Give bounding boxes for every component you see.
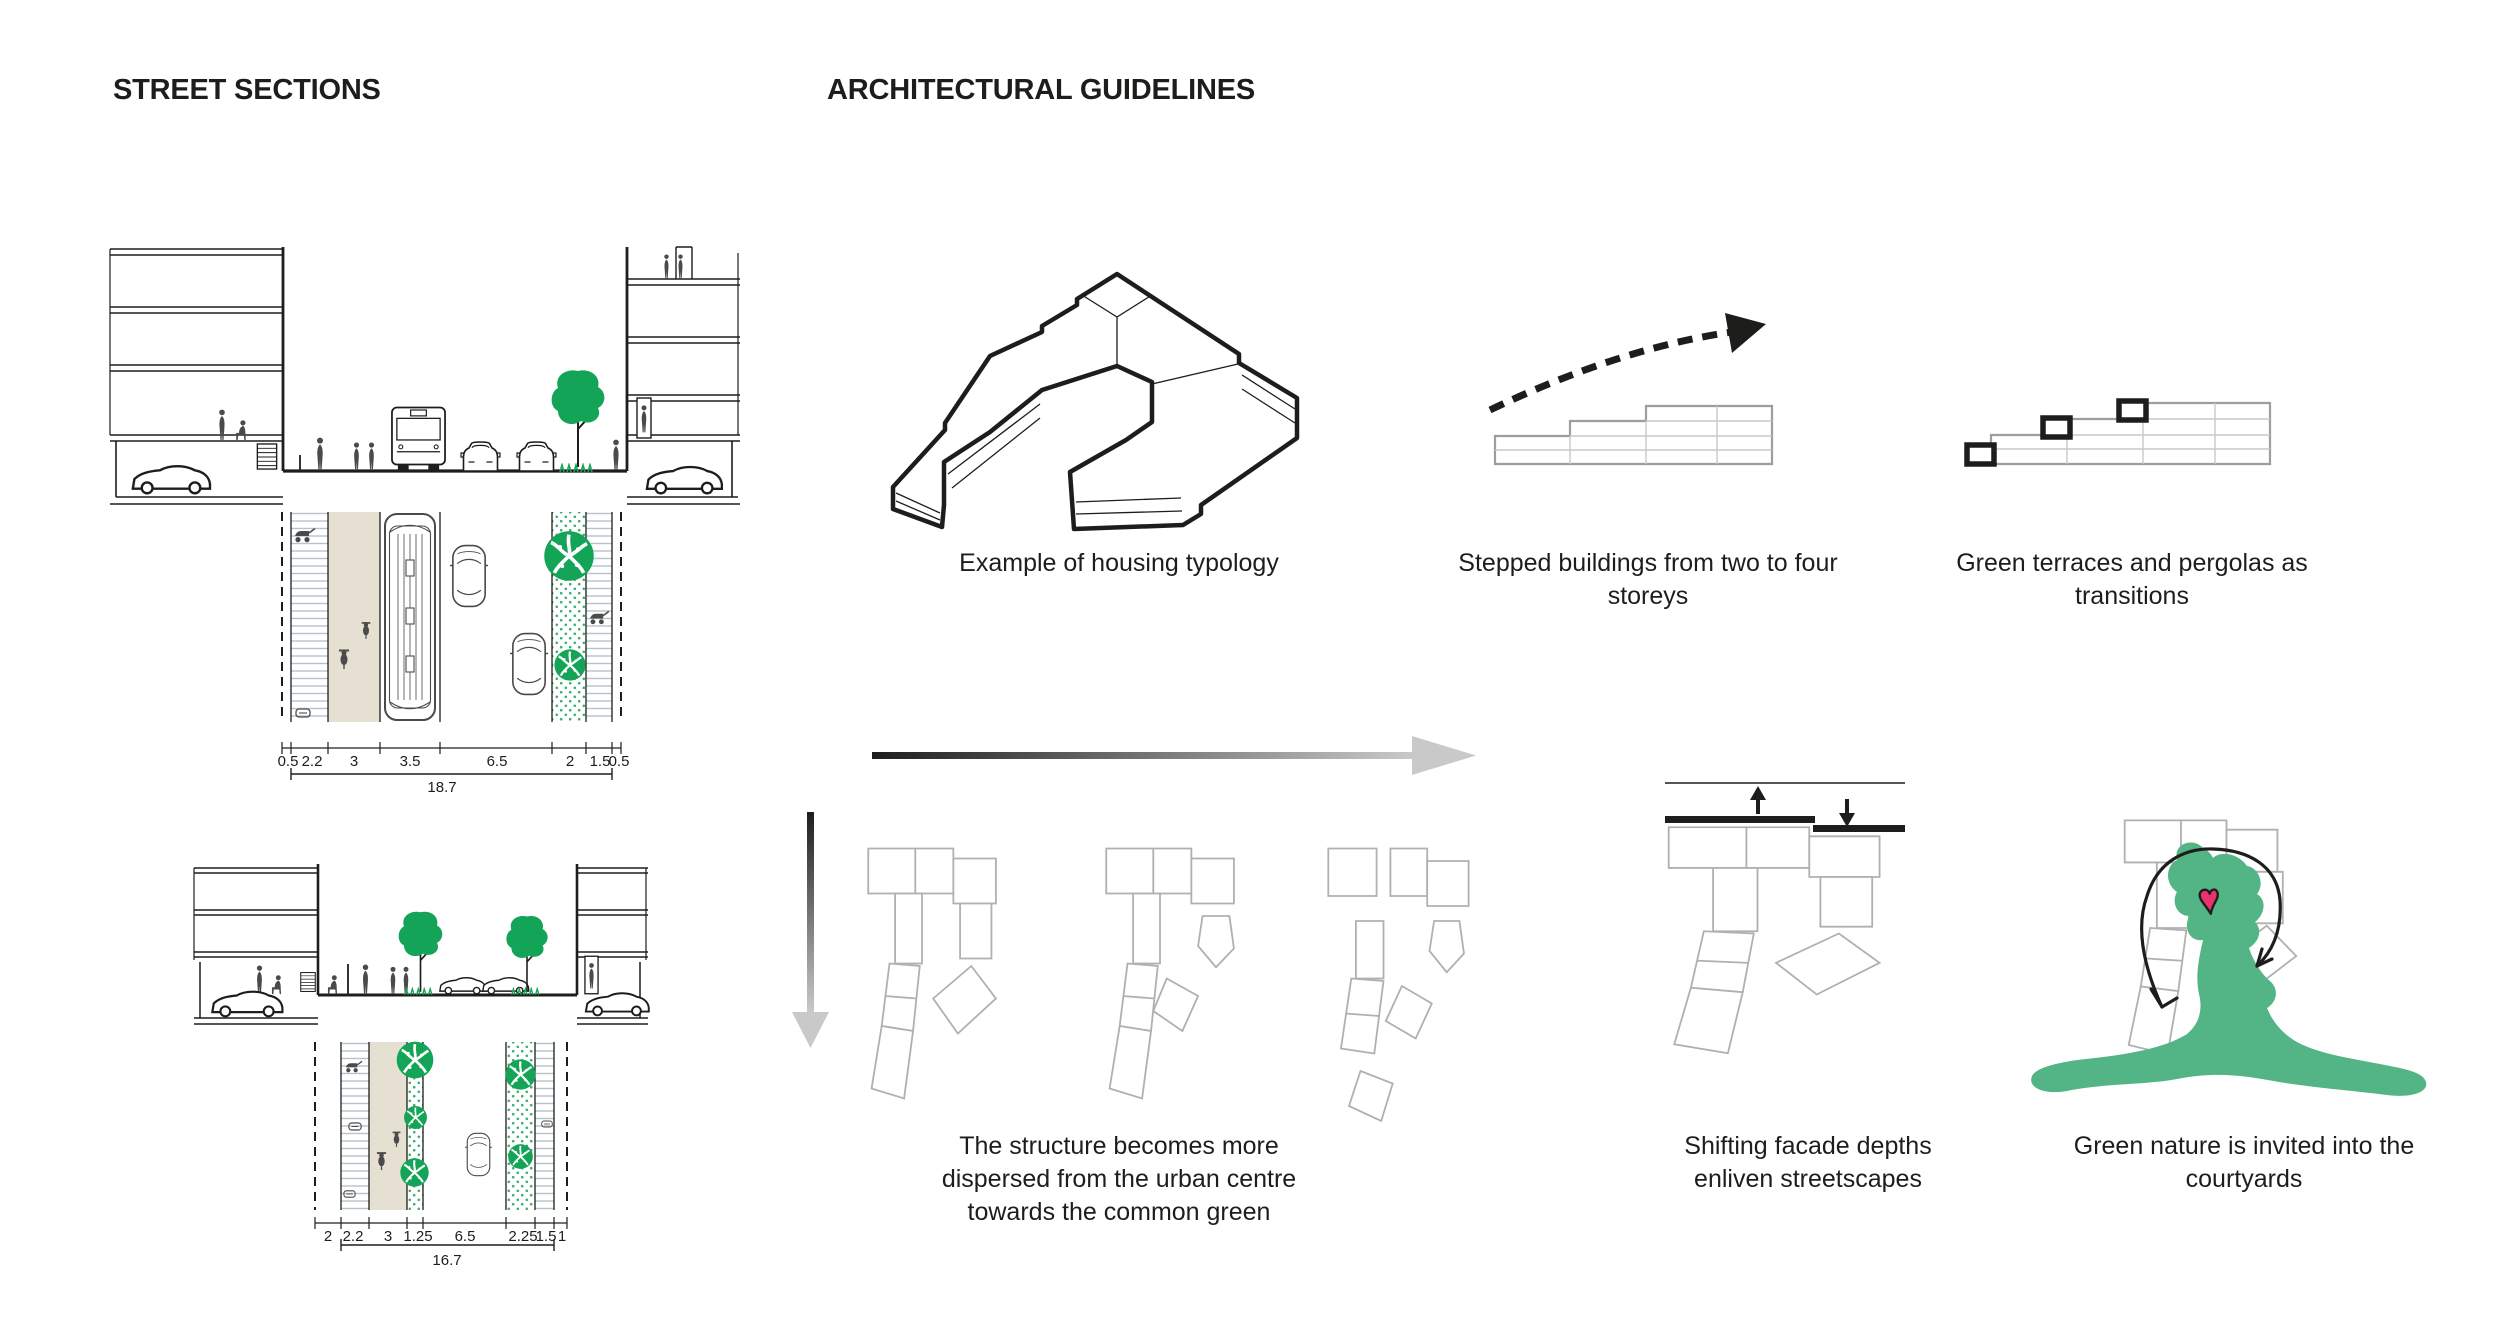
caption-stepped-buildings: Stepped buildings from two to four storeys <box>1458 549 1838 610</box>
person-sitting-icon <box>236 420 246 440</box>
caption-green-terraces: Green terraces and pergolas as transitions <box>1956 549 2308 610</box>
building-right <box>577 864 649 1024</box>
person-icon <box>317 438 323 470</box>
car-icon <box>586 993 649 1015</box>
bus-icon <box>392 408 445 471</box>
person-in-window-icon <box>585 956 598 994</box>
bus-icon <box>385 514 435 720</box>
vertical-gradient-arrow <box>792 812 829 1048</box>
dimension-label: 0.5 <box>277 753 299 770</box>
person-icon <box>678 254 682 278</box>
person-icon <box>664 254 668 278</box>
rising-arrow <box>1490 332 1732 410</box>
car-icon <box>483 978 529 994</box>
street-section-2-plan <box>315 1042 567 1251</box>
car-icon <box>461 442 500 471</box>
tree-icon <box>505 1059 535 1089</box>
dimension-label: 6.5 <box>454 1228 476 1245</box>
tree-icon <box>400 1158 428 1186</box>
architectural-guidelines-title: ARCHITECTURAL GUIDELINES <box>827 74 1256 106</box>
caption-green-courtyards: Green nature is invited into the courtyards <box>2073 1132 2415 1193</box>
tree-icon <box>404 1106 427 1129</box>
building-block-outline <box>893 274 1297 529</box>
car-icon <box>517 442 556 471</box>
person-icon <box>354 443 359 471</box>
pergola-icon <box>2043 418 2070 437</box>
plan-stage-compact <box>868 849 996 1099</box>
dimension-label: 3 <box>349 753 359 770</box>
caption-housing-typology: Example of housing typology <box>959 549 1279 577</box>
plan-stage-loosening <box>1106 849 1234 1099</box>
dimension-label: 2.2 <box>342 1228 364 1245</box>
stepped-profile <box>1495 406 1772 464</box>
stairs-icon <box>257 444 276 469</box>
arrowhead-icon <box>792 1012 829 1048</box>
housing-typology-isometric <box>893 274 1297 529</box>
car-icon <box>647 467 722 493</box>
street-level <box>318 912 577 995</box>
dimension-label: 3.5 <box>399 753 421 770</box>
urban-to-green-arrow <box>872 736 1476 775</box>
facade-line-forward <box>1665 816 1815 823</box>
car-icon <box>133 466 210 493</box>
person-icon <box>613 440 619 470</box>
building-left <box>194 864 318 1024</box>
plan-stage-dispersed <box>1328 849 1468 1122</box>
building-plan <box>1669 827 1880 1053</box>
dimension-label: 2 <box>323 1228 333 1245</box>
street-section-1-elevation <box>110 247 740 504</box>
caption-dispersed-structure: The structure becomes more dispersed from the urban centre towards the common green <box>941 1132 1297 1226</box>
facade-line-back <box>1813 825 1905 832</box>
green-nature-blob <box>2031 842 2426 1095</box>
car-icon <box>465 1133 492 1175</box>
sidewalk-band <box>291 512 328 722</box>
arrowhead-icon <box>1725 313 1766 353</box>
building-right <box>627 247 740 504</box>
dimension-total-label: 16.7 <box>432 1252 462 1269</box>
dimension-label: 2.25 <box>508 1228 538 1245</box>
stepped-buildings-diagram <box>1490 313 1772 464</box>
street-sections-title: STREET SECTIONS <box>113 74 381 106</box>
arrowhead-icon <box>1412 736 1476 775</box>
tree-icon <box>397 1042 434 1079</box>
dimension-label: 1 <box>557 1228 567 1245</box>
person-icon <box>391 967 396 994</box>
dimension-total-label: 18.7 <box>427 779 457 796</box>
dispersal-plans <box>868 849 1468 1122</box>
tree-icon <box>552 370 605 467</box>
up-arrow-icon <box>1750 786 1766 814</box>
pergola-icon <box>2119 401 2146 420</box>
tree-icon <box>508 1144 533 1169</box>
person-in-window-icon <box>637 398 651 438</box>
green-terraces-diagram <box>1967 401 2270 464</box>
pergola-icon <box>1967 445 1994 464</box>
person-icon <box>369 443 374 471</box>
person-sitting-icon <box>272 975 281 994</box>
dimension-label: 1.5 <box>589 753 611 770</box>
caption-facade-depths: Shifting facade depths enliven streetscapes <box>1684 1132 1932 1193</box>
person-sitting-icon <box>328 975 337 994</box>
dimension-label: 0.5 <box>608 753 630 770</box>
street-level <box>283 370 627 472</box>
person-icon <box>257 966 262 995</box>
facade-depths-diagram <box>1665 783 1905 1053</box>
bike-lane-band <box>328 512 380 722</box>
dimension-label: 6.5 <box>486 753 508 770</box>
tree-icon <box>554 649 585 680</box>
green-courtyards-diagram <box>2031 820 2426 1096</box>
dimension-label: 2 <box>565 753 575 770</box>
dimension-label: 1.25 <box>403 1228 433 1245</box>
street-section-1-plan <box>282 512 621 780</box>
dimension-label: 2.2 <box>301 753 323 770</box>
down-arrow-icon <box>1839 799 1855 827</box>
person-icon <box>363 965 368 995</box>
dimension-label: 3 <box>383 1228 393 1245</box>
car-icon <box>450 546 489 607</box>
dimension-label: 1.5 <box>535 1228 557 1245</box>
building-left <box>110 247 283 504</box>
car-icon <box>212 992 282 1017</box>
stairs-icon <box>301 973 316 992</box>
car-icon <box>510 634 549 695</box>
tree-icon <box>544 531 594 581</box>
car-icon <box>440 978 486 994</box>
street-section-2-elevation <box>194 864 649 1024</box>
sidewalk-band <box>535 1042 554 1210</box>
